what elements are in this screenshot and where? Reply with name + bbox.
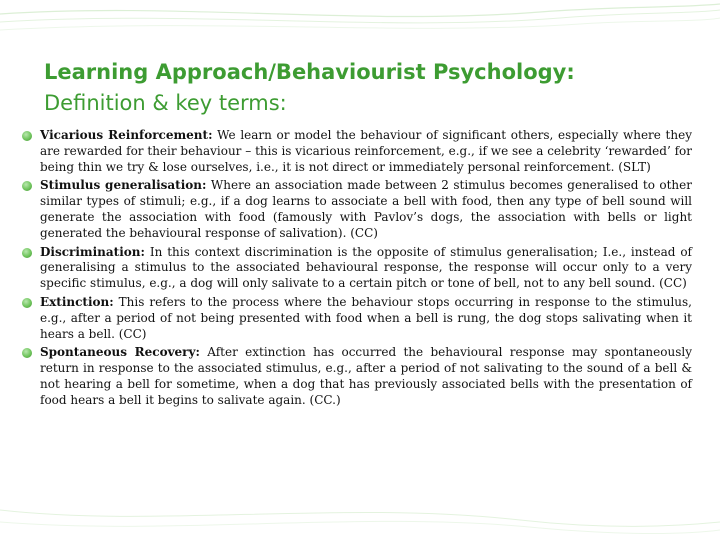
decorative-bottom-waves	[0, 490, 720, 540]
key-terms-list	[20, 128, 692, 412]
bullet-icon	[22, 348, 32, 358]
page-subtitle: Definition & key terms:	[44, 91, 287, 115]
page-title: Learning Approach/Behaviourist Psychology:	[44, 60, 575, 84]
term-definition: This refers to the process where the behaviour stops occurring in response to the stimulus, e.g., after a period of not being presented with food when a bell is rung, the dog stops salivating when it hears a bell. (CC)	[40, 294, 692, 341]
bullet-icon	[22, 248, 32, 258]
bullet-icon	[22, 131, 32, 141]
term-definition: We learn or model the behaviour of significant others, especially where they are rewarded for their behaviour – this is vicarious reinforcement, e.g., if we see a celebrity ‘rewarded’ for being thin we try & lose ourselves, i.e., it is not direct or immediately personal reinforcement. (SLT)	[40, 128, 692, 174]
term-label: Vicarious Reinforcement:	[40, 128, 213, 142]
term-label: Extinction:	[40, 294, 114, 309]
list-item-stimulus-generalisation	[20, 178, 692, 241]
term-label: Spontaneous Recovery:	[40, 345, 200, 360]
term-label: Stimulus generalisation:	[40, 178, 207, 193]
list-item-discrimination	[20, 245, 692, 292]
decorative-top-waves	[0, 0, 720, 40]
term-label: Discrimination:	[40, 244, 145, 259]
list-item-extinction	[20, 295, 692, 342]
bullet-icon	[22, 181, 32, 191]
term-definition: Where an association made between 2 stimulus becomes generalised to other similar types of stimuli; e.g., if a dog learns to associate a bell with food, then any type of bell sound will generate the association with food (famously with Pavlov’s dogs, the association with bells or light generated the behavioural response of salivation). (CC)	[40, 178, 692, 240]
bullet-icon	[22, 298, 32, 308]
title-block	[44, 58, 684, 117]
term-definition: After extinction has occurred the behavioural response may spontaneously return in response to the associated stimulus, e.g., after a period of not salivating to the sound of a bell & not hearing a bell for sometime, when a dog that has previously associated bells with the presentation of food hears a bell it begins to salivate again. (CC.)	[40, 345, 692, 407]
list-item-spontaneous-recovery	[20, 345, 692, 408]
term-definition: In this context discrimination is the opposite of stimulus generalisation; I.e., instead of generalising a stimulus to the associated behavioural response, the response will occur only to a very specific stimulus, e.g., a dog will only salivate to a certain pitch or tone of bell, not to any bell sound. (CC)	[40, 244, 692, 291]
list-item-vicarious-reinforcement	[20, 128, 692, 175]
